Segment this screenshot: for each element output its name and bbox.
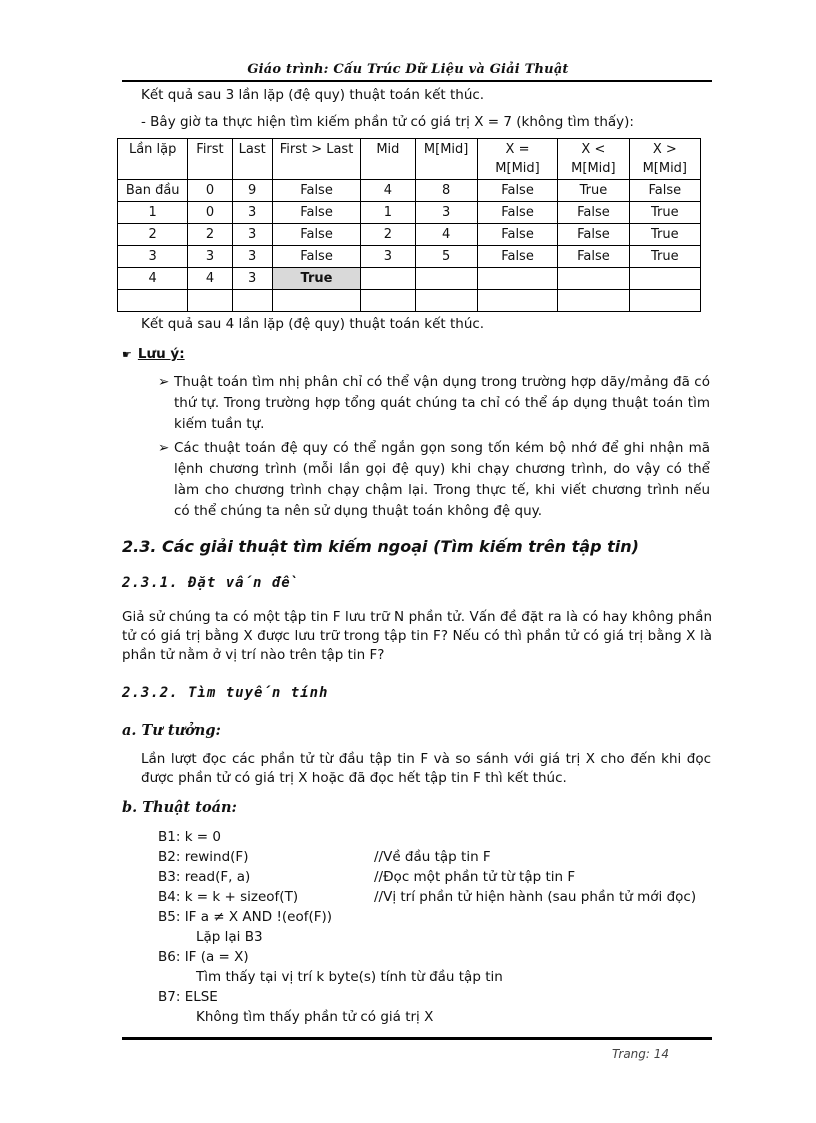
table-cell [415, 268, 477, 290]
table-cell [415, 290, 477, 312]
arrow-bullet-icon: ➢ [158, 440, 170, 456]
table-cell: True [629, 224, 700, 246]
algo-code: B2: rewind(F) [158, 849, 249, 865]
note-label: Lưu ý: [137, 346, 185, 362]
algo-code: Lặp lại B3 [196, 929, 263, 945]
col-header-first: First [188, 139, 232, 180]
table-cell: False [477, 246, 557, 268]
table-cell [558, 290, 629, 312]
algo-step-b5 [158, 907, 503, 927]
table-cell: 3 [232, 202, 272, 224]
footer-rule [122, 1037, 712, 1040]
table-cell: 3 [232, 268, 272, 290]
table-row [118, 246, 701, 268]
table-cell: 3 [118, 246, 188, 268]
col-header-lan-lap: Lần lặp [118, 139, 188, 180]
table-cell: True [272, 268, 360, 290]
table-cell: False [272, 246, 360, 268]
search-7-text: - Bây giờ ta thực hiện tìm kiếm phần tử có giá trị X = 7 (không tìm thấy): [141, 114, 634, 130]
section-2-3-1-title: 2.3.1. Đặt vấn đề [122, 575, 300, 591]
table-cell: Ban đầu [118, 180, 188, 202]
table-cell: 4 [361, 180, 415, 202]
table-cell: False [477, 224, 557, 246]
note-bullet-text: Các thuật toán đệ quy có thể ngắn gọn song tốn kém bộ nhớ để ghi nhận mã lệnh chương trình (mỗi lần gọi đệ quy) khi chạy chương trình, do vậy có thể làm cho chương trình chạy chậm lại. Trong thực tế, khi viết chương trình nếu có thể chúng ta nên sử dụng thuật toán không đệ quy. [174, 440, 710, 519]
algo-comment: //Đọc một phần tử từ tập tin F [374, 869, 576, 885]
table-cell: False [272, 224, 360, 246]
table-cell: 1 [118, 202, 188, 224]
table-cell: 5 [415, 246, 477, 268]
algo-step-b6 [158, 947, 503, 967]
table-cell: False [558, 246, 629, 268]
col-header-first-gt-last: First > Last [272, 139, 360, 180]
table-cell: 2 [188, 224, 232, 246]
col-header-x-gt: X > M[Mid] [629, 139, 700, 180]
algo-step-b2 [158, 847, 503, 867]
algo-step-b5-body [158, 927, 503, 947]
table-cell: True [558, 180, 629, 202]
table-cell [477, 290, 557, 312]
table-row [118, 224, 701, 246]
algo-step-b7 [158, 987, 503, 1007]
table-row [118, 268, 701, 290]
table-cell [629, 290, 700, 312]
table-cell: 4 [118, 268, 188, 290]
table-cell: 4 [415, 224, 477, 246]
algo-step-b4 [158, 887, 697, 907]
table-header-row [118, 139, 701, 180]
table-cell: 9 [232, 180, 272, 202]
table-cell [629, 268, 700, 290]
table-cell [361, 268, 415, 290]
col-header-mid: Mid [361, 139, 415, 180]
table-cell: False [629, 180, 700, 202]
table-cell: 3 [232, 246, 272, 268]
table-cell: True [629, 246, 700, 268]
note-bullet-text: Thuật toán tìm nhị phân chỉ có thể vận dụng trong trường hợp dãy/mảng đã có thứ tự. Trong trường hợp tổng quát chúng ta chỉ có thể áp dụng thuật toán tìm kiếm tuần tự. [174, 374, 710, 432]
table-row [118, 202, 701, 224]
table-cell: 2 [118, 224, 188, 246]
header-rule [122, 80, 712, 82]
algo-code: Không tìm thấy phần tử có giá trị X [196, 1009, 434, 1025]
table-cell [558, 268, 629, 290]
algo-comment: //Vị trí phần tử hiện hành (sau phần tử mới đọc) [374, 889, 697, 905]
page-number: Trang: 14 [612, 1047, 670, 1061]
algo-title: b. Thuật toán: [122, 799, 237, 816]
algo-step-b1 [158, 827, 503, 847]
table-row [118, 290, 701, 312]
section-2-3-2-title: 2.3.2. Tìm tuyến tính [122, 685, 329, 701]
idea-title: a. Tư tưởng: [122, 722, 221, 739]
table-cell [232, 290, 272, 312]
table-cell [477, 268, 557, 290]
algo-step-b6-body [158, 967, 503, 987]
algo-code: B3: read(F, a) [158, 869, 251, 885]
section-2-3-1-body: Giả sử chúng ta có một tập tin F lưu trữ N phần tử. Vấn đề đặt ra là có hay không phần tử có giá trị bằng X được lưu trữ trong tập tin F? Nếu có thì phần tử có giá trị bằng X là phần tử nằm ở vị trí nào trên tập tin F? [122, 609, 712, 663]
col-header-x-eq: X = M[Mid] [477, 139, 557, 180]
algo-code: B5: IF a ≠ X AND !(eof(F)) [158, 909, 333, 925]
table-cell: 8 [415, 180, 477, 202]
pointing-hand-icon: ☛ [122, 348, 132, 361]
algo-code: Tìm thấy tại vị trí k byte(s) tính từ đầu tập tin [196, 969, 503, 985]
algo-code: B6: IF (a = X) [158, 949, 249, 965]
table-row [118, 180, 701, 202]
note-bullet-2 [158, 438, 710, 522]
arrow-bullet-icon: ➢ [158, 374, 170, 390]
algo-code: B4: k = k + sizeof(T) [158, 889, 299, 905]
table-cell: False [272, 180, 360, 202]
note-bullet-1 [158, 372, 710, 435]
table-cell: 0 [188, 180, 232, 202]
table-cell: False [477, 202, 557, 224]
col-header-x-lt: X < M[Mid] [558, 139, 629, 180]
col-header-last: Last [232, 139, 272, 180]
note-heading [122, 346, 185, 362]
iteration-table [117, 138, 701, 312]
table-cell: True [629, 202, 700, 224]
table-cell: False [558, 202, 629, 224]
table-cell: 3 [188, 246, 232, 268]
table-cell [361, 290, 415, 312]
algo-step-b7-body [158, 1007, 503, 1027]
result-4-text: Kết quả sau 4 lần lặp (đệ quy) thuật toán kết thúc. [141, 316, 485, 332]
table-cell: 2 [361, 224, 415, 246]
table-cell: False [558, 224, 629, 246]
table-cell: 4 [188, 268, 232, 290]
algo-code: B1: k = 0 [158, 829, 221, 845]
table-cell [118, 290, 188, 312]
table-cell: False [477, 180, 557, 202]
table-cell: False [272, 202, 360, 224]
table-cell: 3 [361, 246, 415, 268]
table-cell: 1 [361, 202, 415, 224]
algorithm-steps [158, 827, 697, 1027]
page-header-title: Giáo trình: Cấu Trúc Dữ Liệu và Giải Thuật [247, 62, 569, 77]
table-cell [272, 290, 360, 312]
table-cell: 0 [188, 202, 232, 224]
idea-body: Lần lượt đọc các phần tử từ đầu tập tin F và so sánh với giá trị X cho đến khi đọc được phần tử có giá trị X hoặc đã đọc hết tập tin F thì kết thúc. [141, 751, 711, 786]
result-3-text: Kết quả sau 3 lần lặp (đệ quy) thuật toán kết thúc. [141, 87, 485, 103]
algo-code: B7: ELSE [158, 989, 218, 1005]
col-header-m-mid: M[Mid] [415, 139, 477, 180]
section-2-3-title: 2.3. Các giải thuật tìm kiếm ngoại (Tìm kiếm trên tập tin) [122, 537, 639, 556]
algo-comment: //Về đầu tập tin F [374, 849, 491, 865]
table-cell [188, 290, 232, 312]
table-cell: 3 [232, 224, 272, 246]
algo-step-b3 [158, 867, 576, 887]
table-cell: 3 [415, 202, 477, 224]
